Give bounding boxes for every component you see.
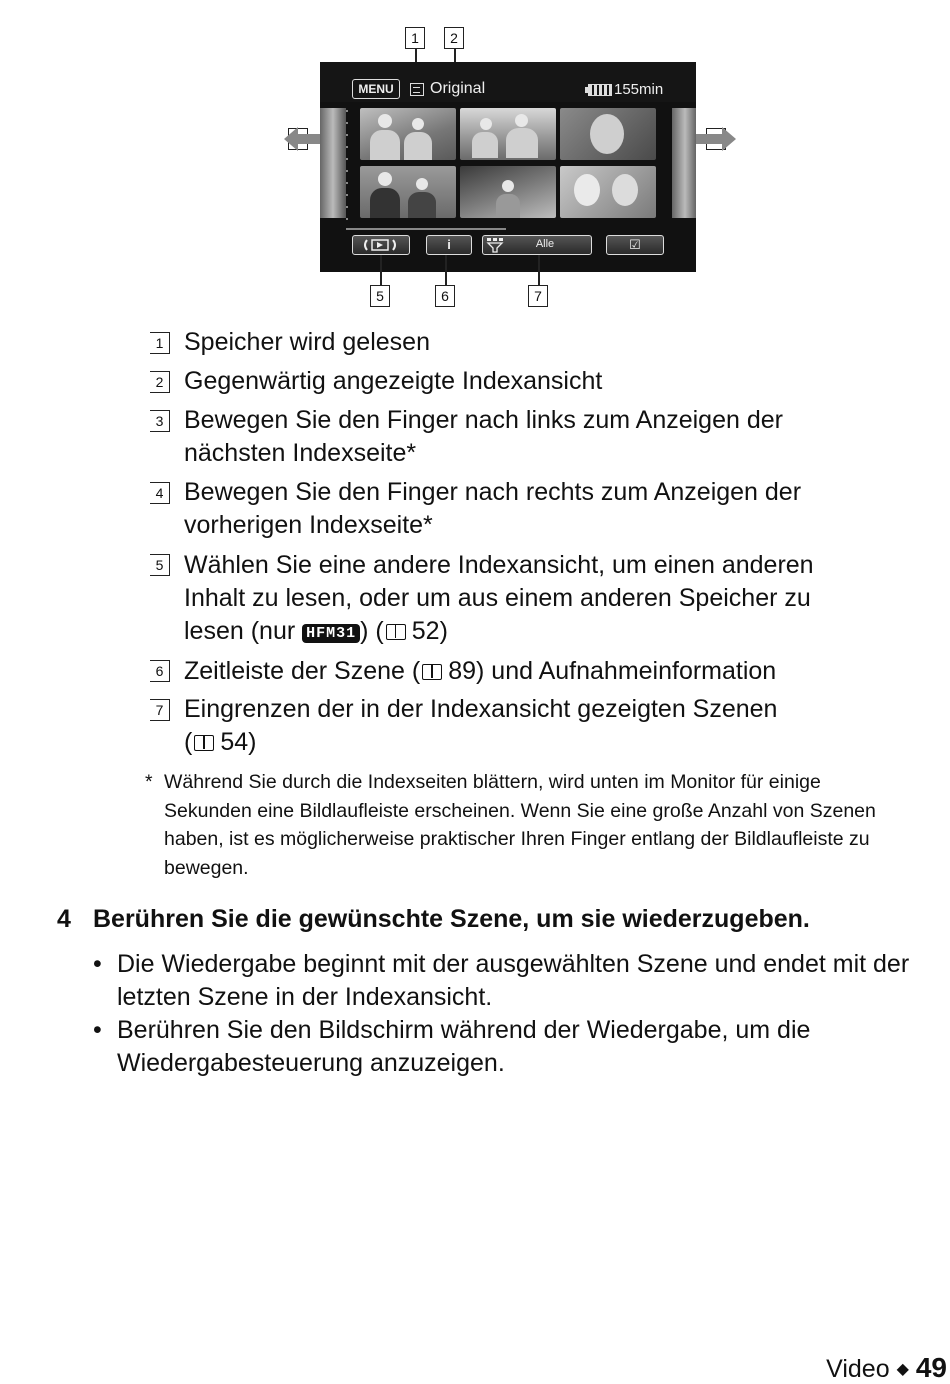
index-select-icon	[361, 237, 401, 253]
scene-thumbnail[interactable]	[360, 108, 456, 160]
callout-2: 2	[444, 27, 464, 49]
menu-button[interactable]: MENU	[352, 79, 400, 99]
diamond-icon: ◆	[896, 1361, 909, 1378]
scene-thumbnail[interactable]	[360, 166, 456, 218]
caption-number: 6	[150, 660, 170, 682]
caption-text: Bewegen Sie den Finger nach rechts zum Anzeigen der vorherigen Indexseite*	[184, 478, 802, 539]
prev-page-edge[interactable]	[320, 108, 346, 218]
scene-thumbnail[interactable]	[560, 108, 656, 160]
page-ref: 89	[448, 657, 477, 685]
scroll-progress-line	[346, 228, 506, 230]
caption-text: Eingrenzen der in der Indexansicht gezeigten Szenen ( 54)	[184, 695, 778, 756]
index-view-label: Original	[430, 80, 486, 97]
bullet-item: • Berühren Sie den Bildschirm während der Wiedergabe, um die Wiedergabesteuerung anzuzeigen.	[93, 1016, 811, 1077]
section-name: Video	[826, 1355, 890, 1383]
page-ref: 52	[411, 617, 440, 645]
book-icon	[422, 664, 442, 680]
scene-thumbnail[interactable]	[560, 166, 656, 218]
callout-line-5	[380, 255, 382, 285]
battery-icon	[588, 84, 612, 96]
camera-index-screen	[320, 62, 696, 272]
bullet-item: • Die Wiedergabe beginnt mit der ausgewählten Szene und endet mit der letzten Szene in der Indexansicht.	[93, 950, 910, 1011]
select-checkbox-button[interactable]: ☑	[606, 235, 664, 255]
model-badge: HFM31	[302, 624, 360, 643]
caption-text: Bewegen Sie den Finger nach links zum Anzeigen der nächsten Indexseite*	[184, 406, 783, 467]
footnote: * Während Sie durch die Indexseiten blättern, wird unten im Monitor für einige Sekunden eine Bildlaufleiste erscheinen. Wenn Sie eine große Anzahl von Szenen haben, ist es möglicherweise praktischer Ihren Finger entlang der Bildlaufleiste zu bewegen.	[145, 771, 876, 879]
caption-number: 1	[150, 332, 170, 354]
filter-icon	[485, 237, 507, 253]
book-icon	[386, 624, 406, 640]
caption-text: Speicher wird gelesen	[184, 328, 430, 356]
page-number: 49	[915, 1352, 947, 1383]
callout-5: 5	[370, 285, 390, 307]
filter-button[interactable]	[482, 235, 592, 255]
caption-text: Gegenwärtig angezeigte Indexansicht	[184, 367, 603, 395]
caption-number: 4	[150, 482, 170, 504]
caption-number: 5	[150, 554, 170, 576]
memory-card-icon	[410, 83, 424, 96]
filter-label: Alle	[535, 238, 555, 250]
remaining-time: 155min	[614, 81, 664, 98]
callout-line-7	[538, 255, 540, 285]
callout-7: 7	[528, 285, 548, 307]
callout-line-6	[445, 255, 447, 285]
callout-6: 6	[435, 285, 455, 307]
info-button[interactable]: i	[426, 235, 472, 255]
swipe-right-arrow-icon	[690, 127, 736, 151]
callout-1: 1	[405, 27, 425, 49]
index-select-button[interactable]	[352, 235, 410, 255]
caption-text: Zeitleiste der Szene ( 89) und Aufnahmeinformation	[184, 657, 777, 685]
caption-text: Wählen Sie eine andere Indexansicht, um einen anderen Inhalt zu lesen, oder um aus einem anderen Speicher zu lesen (nur HFM31 ) ( 52)	[184, 551, 814, 645]
page-footer	[826, 1352, 947, 1384]
scene-thumbnail[interactable]	[460, 108, 556, 160]
caption-number: 2	[150, 371, 170, 393]
caption-number: 7	[150, 699, 170, 721]
book-icon	[194, 735, 214, 751]
next-page-edge[interactable]	[672, 108, 696, 218]
page-ref: 54	[220, 728, 249, 756]
scene-thumbnail[interactable]	[460, 166, 556, 218]
caption-number: 3	[150, 410, 170, 432]
scroll-bar[interactable]	[346, 110, 348, 220]
